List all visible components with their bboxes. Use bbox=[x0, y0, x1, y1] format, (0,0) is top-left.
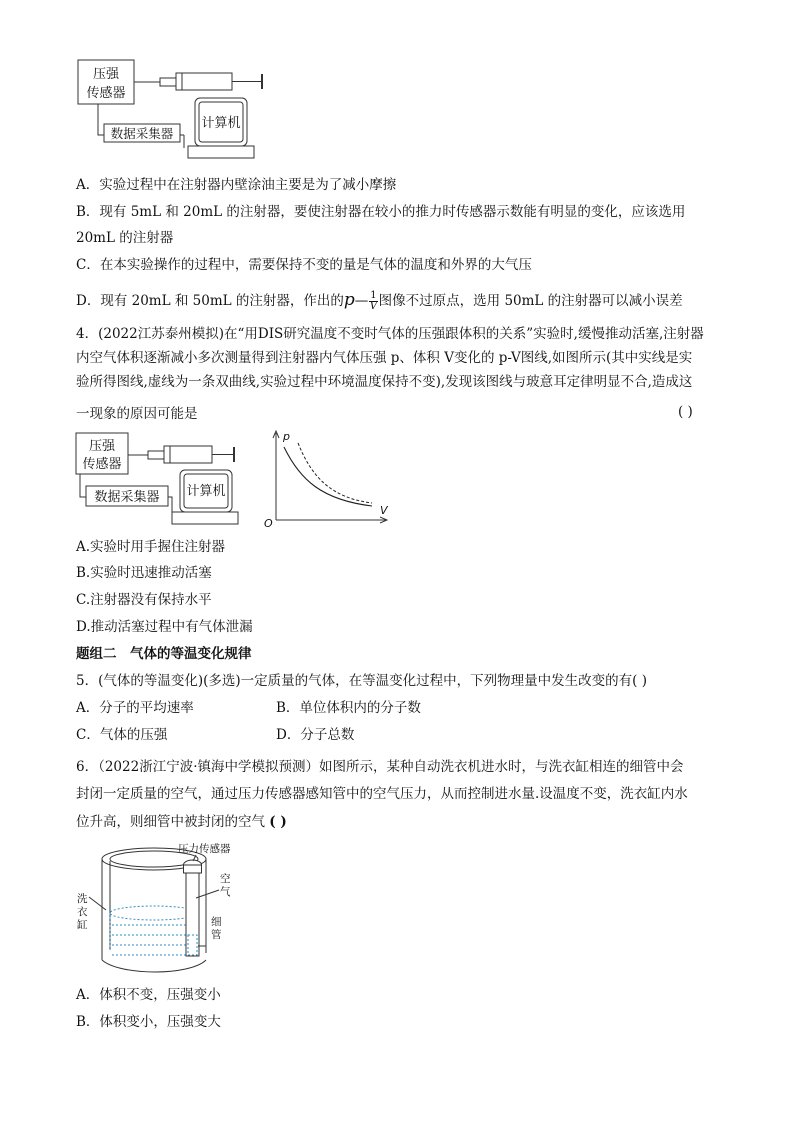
water-dashes bbox=[112, 925, 198, 955]
tank-label-2: 衣 bbox=[77, 906, 88, 918]
air-label-1: 空 bbox=[220, 873, 231, 885]
q3-option-c: C．在本实验操作的过程中，需要保持不变的量是气体的温度和外界的大气压 bbox=[76, 257, 532, 273]
q5-option-c: C．气体的压强 bbox=[76, 727, 168, 743]
tube-label-2: 管 bbox=[211, 929, 222, 941]
q3-option-d-text-pre: D．现有 20mL 和 50mL 的注射器，作出的 bbox=[76, 293, 344, 309]
q5-option-d: D．分子总数 bbox=[276, 727, 355, 743]
sensor-label-2: 传感器 bbox=[86, 86, 126, 101]
q4-stem-line2: 内空气体积逐渐减小多次测量得到注射器内气体压强 p、体积 V变化的 p-V图线,如图所示(其中实线是实 bbox=[76, 350, 693, 366]
q4-stem-line4: 一现象的原因可能是 bbox=[76, 406, 198, 422]
section-title-group-2: 题组二 气体的等温变化规律 bbox=[76, 646, 252, 662]
tank-label-1: 洗 bbox=[77, 893, 88, 905]
tank-bottom bbox=[102, 960, 206, 972]
sensor-label-1: 压强 bbox=[92, 67, 120, 82]
pressure-sensor-label: 压力传感器 bbox=[178, 843, 231, 855]
q3-option-d-dash: — bbox=[354, 293, 369, 309]
collector-label: 数据采集器 bbox=[110, 126, 174, 141]
sensor-label-1-fig2: 压强 bbox=[88, 439, 116, 454]
q3-option-a: A．实验过程中在注射器内壁涂油主要是为了减小摩擦 bbox=[76, 177, 397, 193]
q5-option-b: B．单位体积内的分子数 bbox=[276, 700, 421, 716]
computer-label: 计算机 bbox=[201, 116, 241, 131]
q6-answer-paren: ( ) bbox=[269, 814, 287, 830]
q6-option-b: B．体积变小，压强变大 bbox=[76, 1014, 221, 1030]
tank-label-3: 缸 bbox=[77, 919, 88, 931]
q3-option-d-text-post: 图像不过原点，选用 50mL 的注射器可以减小误差 bbox=[378, 293, 683, 309]
origin-label: O bbox=[264, 517, 273, 530]
air-label-2: 气 bbox=[220, 886, 231, 898]
x-axis-label: V bbox=[380, 504, 388, 517]
q4-option-d: D.推动活塞过程中有气体泄漏 bbox=[76, 619, 253, 635]
q3-option-b-line1: B．现有 5mL 和 20mL 的注射器，要使注射器在较小的推力时传感器示数能有明显的变化，应该选用 bbox=[76, 204, 686, 220]
collector-label-fig2: 数据采集器 bbox=[94, 490, 160, 505]
water-surface bbox=[110, 906, 198, 920]
q4-stem-line3: 验所得图线,虚线为一条双曲线,实验过程中环境温度保持不变),发现该图线与玻意耳定律明显不合,造成这 bbox=[76, 374, 693, 390]
q6-stem-line1: 6．（2022浙江宁波·镇海中学模拟预测）如图所示，某种自动洗衣机进水时，与洗衣缸相连的细管中会 bbox=[76, 759, 684, 775]
tube-label-1: 细 bbox=[211, 916, 222, 928]
q5-option-a: A．分子的平均速率 bbox=[76, 700, 194, 716]
q6-option-a: A．体积不变，压强变小 bbox=[76, 987, 221, 1003]
q4-stem-line1: 4．(2022江苏泰州模拟)在“用DIS研究温度不变时气体的压强跟体积的关系”实验时,缓慢推动活塞,注射器 bbox=[76, 326, 704, 342]
fraction-numerator: 1 bbox=[370, 290, 377, 301]
q4-answer-paren: ( ) bbox=[678, 404, 693, 420]
q4-option-c: C.注射器没有保持水平 bbox=[76, 592, 212, 608]
q6-stem-line3-text: 位升高，则细管中被封闭的空气 bbox=[76, 814, 265, 830]
q5-stem: 5．(气体的等温变化)(多选)一定质量的气体，在等温变化过程中，下列物理量中发生改变的有( ) bbox=[76, 673, 647, 689]
sensor-label-2-fig2: 传感器 bbox=[82, 457, 122, 472]
q4-option-b: B.实验时迅速推动活塞 bbox=[76, 565, 212, 581]
computer-label-fig2: 计算机 bbox=[186, 484, 226, 499]
q6-stem-line2: 封闭一定质量的空气，通过压力传感器感知管中的空气压力，从而控制进水量.设温度不变，洗衣缸内水 bbox=[76, 786, 688, 802]
q3-option-d-p: p bbox=[343, 290, 355, 310]
y-axis-label: p bbox=[283, 430, 290, 443]
q4-option-a: A.实验时用手握住注射器 bbox=[76, 539, 226, 555]
fraction-denominator: V bbox=[369, 301, 378, 312]
q3-option-b-line2: 20mL 的注射器 bbox=[76, 230, 174, 246]
